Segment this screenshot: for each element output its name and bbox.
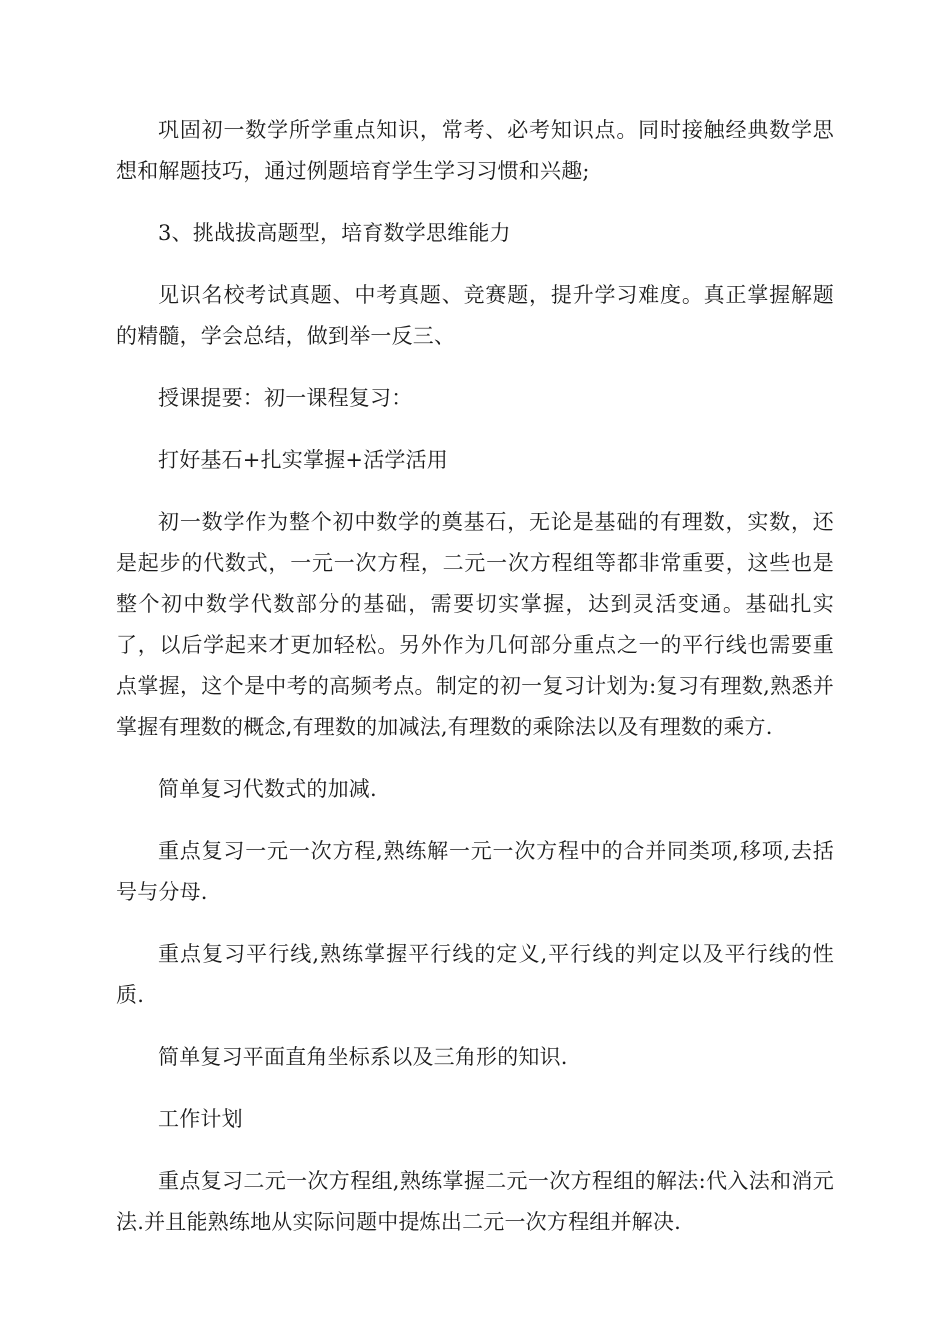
paragraph-review-plan: 初一数学作为整个初中数学的奠基石，无论是基础的有理数，实数，还是起步的代数式，一元一次方程，二元一次方程组等都非常重要，这些也是整个初中数学代数部分的基础，需要切实掌握，达到灵活变通。基础扎实了，以后学起来才更加轻松。另外作为几何部分重点之一的平行线也需要重点掌握，这个是中考的高频考点。制定的初一复习计划为:复习有理数,熟悉并掌握有理数的概念,有理数的加减法,有理数的乘除法以及有理数的乘方.: [116, 510, 834, 739]
paragraph-challenge-heading: 3、挑战拔高题型，培育数学思维能力: [158, 221, 511, 245]
document-page: [116, 110, 834, 1264]
paragraph-foundation-motto: 打好基石+扎实掌握+活学活用: [158, 448, 448, 472]
paragraph-equation-systems: 重点复习二元一次方程组,熟练掌握二元一次方程组的解法:代入法和消元法.并且能熟练地从实际问题中提炼出二元一次方程组并解决.: [116, 1169, 834, 1234]
paragraph-parallel-lines: 重点复习平行线,熟练掌握平行线的定义,平行线的判定以及平行线的性质.: [116, 942, 834, 1007]
paragraph-work-plan-heading: 工作计划: [158, 1107, 243, 1131]
paragraph-consolidate-knowledge: 巩固初一数学所学重点知识，常考、必考知识点。同时接触经典数学思想和解题技巧，通过例题培育学生学习习惯和兴趣;: [116, 118, 834, 183]
paragraph-course-outline: 授课提要：初一课程复习：: [158, 386, 413, 410]
paragraph-algebraic-expressions: 简单复习代数式的加减.: [158, 777, 377, 801]
paragraph-coordinate-system: 简单复习平面直角坐标系以及三角形的知识.: [158, 1045, 568, 1069]
paragraph-exam-questions: 见识名校考试真题、中考真题、竞赛题，提升学习难度。真正掌握解题的精髓，学会总结，做到举一反三、: [116, 283, 834, 348]
paragraph-linear-equations: 重点复习一元一次方程,熟练解一元一次方程中的合并同类项,移项,去括号与分母.: [116, 839, 834, 904]
